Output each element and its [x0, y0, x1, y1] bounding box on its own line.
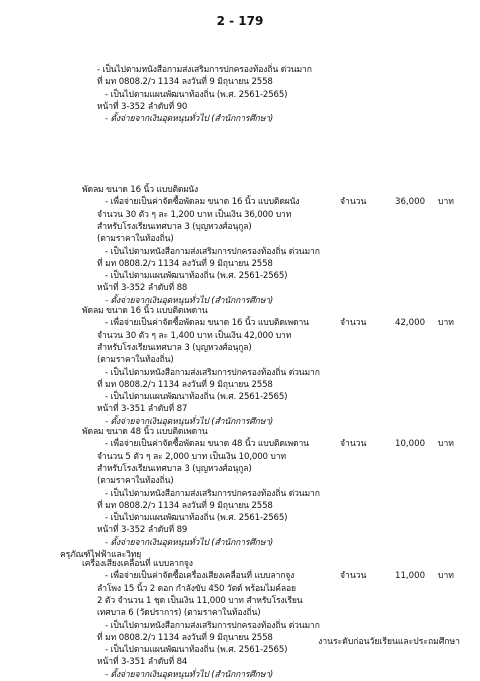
- text-line: - ตั้งจ่ายจากเงินอุดหนุนทั่วไป (สำนักการศึกษา): [105, 669, 274, 680]
- text-line: - เพื่อจ่ายเป็นค่าจัดซื้อพัดลม ขนาด 16 นิ้ว แบบติดผนัง: [105, 197, 300, 208]
- text-line: ที่ มท 0808.2/ว 1134 ลงวันที่ 9 มิถุนายน 2558: [97, 379, 273, 390]
- text-line: ที่ มท 0808.2/ว 1134 ลงวันที่ 9 มิถุนายน 2558: [97, 258, 273, 269]
- text-line: (ตามราคาในท้องถิ่น): [97, 234, 174, 245]
- text-line: - ตั้งจ่ายจากเงินอุดหนุนทั่วไป (สำนักการศึกษา): [105, 537, 274, 548]
- text-line: - เป็นไปตามหนังสือกามส่งเสริมการปกครองท้องถิ่น ด่วนมาก: [105, 620, 320, 631]
- text-line: - เป็นไปตามหนังสือกามส่งเสริมการปกครองท้องถิ่น ด่วนมาก: [105, 367, 320, 378]
- amount-value: 11,000: [395, 571, 426, 581]
- amount-label: จำนวน: [340, 197, 367, 207]
- text-line: - เพื่อจ่ายเป็นค่าจัดซื้อพัดลม ขนาด 48 นิ้ว แบบติดเพดาน: [105, 439, 309, 450]
- text-line: - เป็นไปตามหนังสือกามส่งเสริมการปกครองท้องถิ่น ด่วนมาก: [105, 246, 320, 257]
- amount-unit: บาท: [438, 197, 454, 207]
- text-line: ลำโพง 15 นิ้ว 2 ดอก กำลังขับ 450 วัตต์ พร้อมไมค์ลอย: [97, 583, 296, 594]
- amount-label: จำนวน: [340, 571, 367, 581]
- amount-value: 42,000: [395, 318, 426, 328]
- text-line: - เป็นไปตามแผนพัฒนาท้องถิ่น (พ.ศ. 2561-2565): [105, 645, 288, 656]
- text-line: - เป็นไปตามแผนพัฒนาท้องถิ่น (พ.ศ. 2561-2565): [105, 513, 288, 524]
- text-line: จำนวน 30 ตัว ๆ ละ 1,200 บาท เป็นเงิน 36,000 บาท: [97, 209, 292, 220]
- text-line: หน้าที่ 3-352 ลำดับที่ 89: [97, 525, 188, 536]
- text-line: (ตามราคาในท้องถิ่น): [97, 476, 174, 487]
- amount-value: 36,000: [395, 197, 426, 207]
- text-line: - เป็นไปตามแผนพัฒนาท้องถิ่น (พ.ศ. 2561-2565): [105, 89, 288, 100]
- text-line: - เป็นไปตามหนังสือกามส่งเสริมการปกครองท้องถิ่น ด่วนมาก: [105, 488, 320, 499]
- text-line: ที่ มท 0808.2/ว 1134 ลงวันที่ 9 มิถุนายน 2558: [97, 500, 273, 511]
- text-line: - ตั้งจ่ายจากเงินอุดหนุนทั่วไป (สำนักการศึกษา): [105, 295, 274, 306]
- text-line: - ตั้งจ่ายจากเงินอุดหนุนทั่วไป (สำนักการศึกษา): [105, 416, 274, 427]
- text-line: (ตามราคาในท้องถิ่น): [97, 355, 174, 366]
- text-line: จำนวน 30 ตัว ๆ ละ 1,400 บาท เป็นเงิน 42,000 บาท: [97, 330, 292, 341]
- text-line: - ตั้งจ่ายจากเงินอุดหนุนทั่วไป (สำนักการศึกษา): [105, 114, 274, 125]
- text-line: เครื่องเสียงเคลื่อนที่ แบบลากจูง: [82, 559, 193, 569]
- text-line: จำนวน 5 ตัว ๆ ละ 2,000 บาท เป็นเงิน 10,000 บาท: [97, 451, 286, 462]
- text-line: - เป็นไปตามแผนพัฒนาท้องถิ่น (พ.ศ. 2561-2565): [105, 392, 288, 403]
- text-line: หน้าที่ 3-351 ลำดับที่ 84: [97, 657, 188, 668]
- page-number: 2 - 179: [216, 14, 264, 28]
- amount-label: จำนวน: [340, 439, 367, 449]
- text-line: - เพื่อจ่ายเป็นค่าจัดซื้อเครื่องเสียงเคลื่อนที่ แบบลากจูง: [105, 571, 295, 582]
- text-line: สำหรับโรงเรียนเทศบาล 3 (บุญหวงศ์อนุกูล): [97, 463, 252, 474]
- text-line: พัดลม ขนาด 48 นิ้ว แบบติดเพดาน: [82, 427, 208, 437]
- amount-unit: บาท: [438, 318, 454, 328]
- text-line: ครุภัณฑ์ไฟฟ้าและวิทยุ: [60, 550, 142, 560]
- text-line: - เป็นไปตามแผนพัฒนาท้องถิ่น (พ.ศ. 2561-2565): [105, 271, 288, 282]
- text-line: หน้าที่ 3-352 ลำดับที่ 90: [97, 101, 188, 112]
- amount-value: 10,000: [395, 439, 426, 449]
- text-line: สำหรับโรงเรียนเทศบาล 3 (บุญหวงศ์อนุกูล): [97, 221, 252, 232]
- text-line: หน้าที่ 3-351 ลำดับที่ 87: [97, 404, 188, 415]
- text-line: เทศบาล 6 (วัดปราการ) (ตามราคาในท้องถิ่น): [97, 608, 261, 619]
- page-footer: งานระดับก่อนวัยเรียนและประถมศึกษา: [318, 637, 460, 647]
- text-line: สำหรับโรงเรียนเทศบาล 3 (บุญหวงศ์อนุกูล): [97, 342, 252, 353]
- amount-unit: บาท: [438, 571, 454, 581]
- text-line: ที่ มท 0808.2/ว 1134 ลงวันที่ 9 มิถุนายน 2558: [97, 632, 273, 643]
- text-line: หน้าที่ 3-352 ลำดับที่ 88: [97, 283, 188, 294]
- text-line: - เป็นไปตามหนังสือกามส่งเสริมการปกครองท้องถิ่น ด่วนมาก: [97, 65, 312, 75]
- text-line: พัดลม ขนาด 16 นิ้ว แบบติดผนัง: [82, 185, 199, 195]
- text-line: ที่ มท 0808.2/ว 1134 ลงวันที่ 9 มิถุนายน 2558: [97, 77, 273, 88]
- text-line: - เพื่อจ่ายเป็นค่าจัดซื้อพัดลม ขนาด 16 นิ้ว แบบติดเพดาน: [105, 318, 309, 329]
- text-line: 2 ตัว จำนวน 1 ชุด เป็นเงิน 11,000 บาท สำหรับโรงเรียน: [97, 595, 303, 606]
- amount-label: จำนวน: [340, 318, 367, 328]
- text-line: พัดลม ขนาด 16 นิ้ว แบบติดเพดาน: [82, 306, 208, 316]
- amount-unit: บาท: [438, 439, 454, 449]
